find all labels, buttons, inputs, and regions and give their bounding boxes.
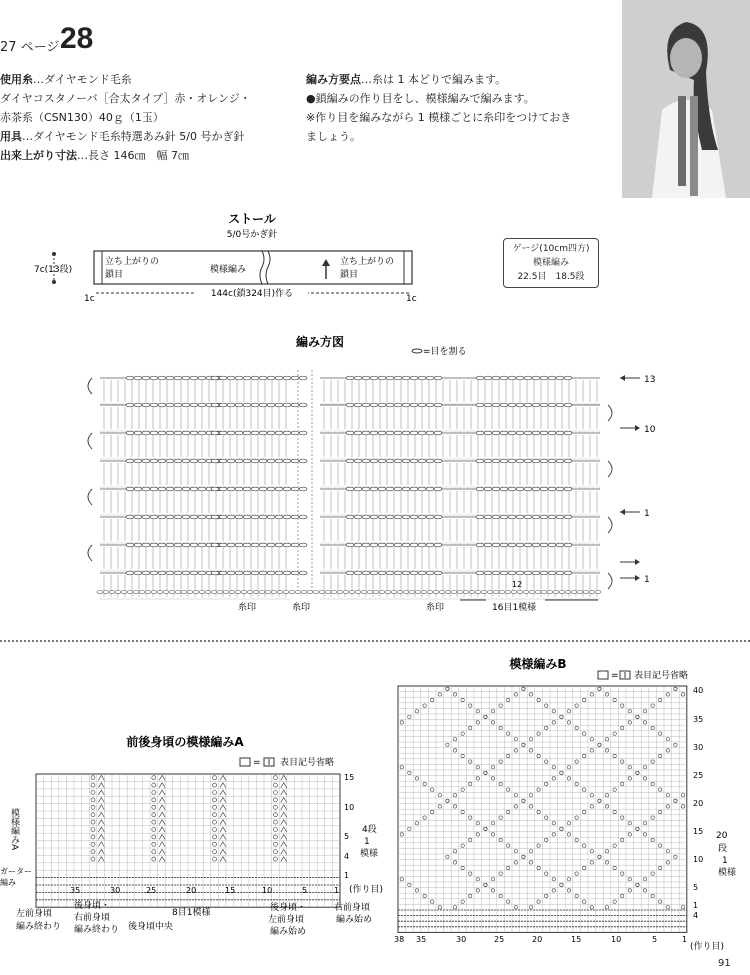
chart-b-row-1: 1: [693, 901, 699, 910]
stole-left-label-1: 立ち上がりの: [105, 257, 160, 267]
chart-a-row-4: 4: [344, 852, 350, 861]
chart-a-title: 前後身頃の模様編みA: [126, 735, 244, 749]
chart-b-legend: =: [611, 671, 619, 681]
model-photo: [622, 0, 750, 198]
chart-a-start: (作り目): [349, 885, 384, 895]
chart-b-col-5: 5: [652, 935, 658, 944]
chart-b-row-5: 5: [693, 883, 699, 892]
chart-a-row-15: 15: [344, 773, 355, 782]
chart-b-repeat-4: 模様: [718, 868, 737, 878]
marker-1: 糸印: [238, 603, 257, 613]
instructions-line-4: ましょう。: [306, 130, 361, 143]
chart-a-col-30: 30: [110, 886, 121, 895]
chart-a-legend: =: [253, 758, 261, 768]
chart-b-col-15: 15: [571, 935, 582, 944]
chart-a: [0, 728, 395, 943]
stole-title: ストール: [228, 212, 276, 226]
right-front-2: 編み始め: [336, 915, 373, 925]
chart-a-col-20: 20: [186, 886, 197, 895]
chart-b-grid: [398, 686, 687, 932]
yarn-detail-2: 赤茶系（CSN130）40ｇ（1玉）: [0, 111, 164, 124]
chart-b-col-10: 10: [611, 935, 622, 944]
diagram-repeat: 16目1模様: [492, 603, 537, 613]
chart-a-repeat-2: 1: [364, 837, 370, 847]
right-front-1: 右前身頃: [334, 903, 371, 913]
chart-b-col-30: 30: [456, 935, 467, 944]
chart-a-col-1: 1: [334, 886, 340, 895]
left-front-1: 左前身頃: [16, 909, 53, 919]
chart-a-side-label: 模様編みA: [9, 808, 19, 851]
back-right-1: 後身頃・: [74, 901, 111, 911]
diagram-title: 編み方図: [295, 335, 345, 349]
chart-b-row-35: 35: [693, 715, 704, 724]
stole-width: 7c(13段): [34, 265, 73, 275]
chart-a-repeat-cols: 8目1模様: [172, 908, 211, 918]
instructions-label: 編み方要点: [306, 73, 361, 86]
stole-length: 144c(鎖324目)作る: [210, 289, 294, 299]
chart-b-repeat-3: 1: [722, 856, 728, 866]
tools-label: 用具: [0, 130, 22, 143]
diagram-rows: [88, 370, 612, 599]
gauge-title: ゲージ(10cm四方): [512, 244, 590, 254]
yarn-detail-1: ダイヤコスタノーバ［合太タイプ］赤・オレンジ・: [0, 92, 251, 105]
chart-a-col-35: 35: [70, 886, 81, 895]
back-right-2: 右前身頃: [74, 913, 111, 923]
section-divider: [0, 640, 750, 642]
chart-b-col-38: 38: [394, 935, 405, 944]
chart-b: [390, 652, 750, 952]
chart-a-row-5: 5: [344, 832, 350, 841]
chart-a-col-10: 10: [262, 886, 273, 895]
chart-b-start: (作り目): [690, 942, 725, 952]
size-label: 出来上がり寸法: [0, 149, 77, 162]
yarn-label: 使用糸: [0, 73, 33, 86]
chart-a-repeat-1: 4段: [362, 825, 377, 835]
marker-3: 糸印: [426, 603, 445, 613]
chart-b-col-20: 20: [532, 935, 543, 944]
instructions-line-1: …糸は 1 本どりで編みます。: [361, 73, 507, 86]
chart-a-col-25: 25: [146, 886, 157, 895]
page-reference: 27 ページ: [0, 40, 60, 55]
materials-block: [0, 70, 310, 165]
chart-a-garter-label-1: ガーター: [0, 867, 32, 876]
page-number: 91: [718, 958, 731, 969]
chart-b-title: 模様編みB: [509, 657, 567, 671]
chart-b-row-20: 20: [693, 799, 704, 808]
stole-left-label-2: 鎖目: [105, 270, 124, 280]
diagram-row-13: 13: [644, 375, 656, 385]
gauge-subtitle: 模様編み: [532, 258, 569, 268]
chart-b-row-4: 4: [693, 911, 699, 920]
chart-b-row-25: 25: [693, 771, 704, 780]
chart-a-repeat-3: 模様: [360, 849, 379, 859]
chart-b-row-15: 15: [693, 827, 704, 836]
chart-b-col-1: 1: [682, 935, 688, 944]
size-value: …長さ 146㎝ 幅 7㎝: [77, 149, 189, 162]
diagram-row-1b: 1: [644, 575, 650, 585]
chart-a-legend-text: 表目記号省略: [280, 758, 335, 768]
instructions-block: [306, 70, 616, 146]
instructions-line-3: ※作り目を編みながら 1 模様ごとに糸印をつけておき: [306, 111, 572, 124]
gauge-values: 22.5目 18.5段: [517, 272, 585, 282]
stole-schematic: [0, 205, 440, 305]
chart-b-repeat-1: 20: [716, 831, 728, 841]
back-left-1: 後身頃・: [270, 903, 307, 913]
chart-a-col-5: 5: [302, 886, 308, 895]
stole-needle: 5/0号かぎ針: [226, 230, 278, 240]
chart-b-col-35: 35: [416, 935, 427, 944]
diagram-row-1a: 1: [644, 509, 650, 519]
back-left-2: 左前身頃: [268, 915, 305, 925]
chart-b-row-30: 30: [693, 743, 704, 752]
back-right-3: 編み終わり: [74, 925, 120, 935]
diagram-legend: =目を割る: [423, 347, 467, 357]
stole-right-label-2: 鎖目: [340, 270, 359, 280]
tools-value: …ダイヤモンド毛糸特選あみ針 5/0 号かぎ針: [22, 130, 245, 143]
back-center: 後身頃中央: [128, 922, 174, 932]
chart-b-row-40: 40: [693, 686, 704, 695]
gauge-box: [503, 238, 599, 288]
chart-a-row-10: 10: [344, 803, 355, 812]
chart-b-legend-text: 表目記号省略: [634, 671, 689, 681]
chart-b-row-10: 10: [693, 855, 704, 864]
marker-2: 糸印: [292, 603, 311, 613]
chart-a-col-15: 15: [225, 886, 236, 895]
yarn-brand: …ダイヤモンド毛糸: [33, 73, 132, 86]
stole-edge-right: 1c: [406, 294, 417, 304]
instructions-line-2: ●鎖編みの作り目をし、模様編みで編みます。: [306, 92, 535, 105]
knitting-diagram: [0, 330, 750, 620]
stole-center-label: 模様編み: [210, 265, 247, 275]
pattern-number: 28: [60, 22, 94, 55]
back-left-3: 編み始め: [270, 927, 307, 937]
chart-b-repeat-2: 段: [718, 844, 728, 854]
chart-b-col-25: 25: [494, 935, 505, 944]
count-12: 12: [512, 580, 523, 589]
chart-a-row-1: 1: [344, 871, 350, 880]
left-front-2: 編み終わり: [16, 922, 62, 932]
chart-a-garter-label-2: 編み: [0, 878, 16, 887]
diagram-row-10: 10: [644, 425, 656, 435]
stole-right-label-1: 立ち上がりの: [340, 257, 395, 267]
stole-edge-left: 1c: [84, 294, 95, 304]
